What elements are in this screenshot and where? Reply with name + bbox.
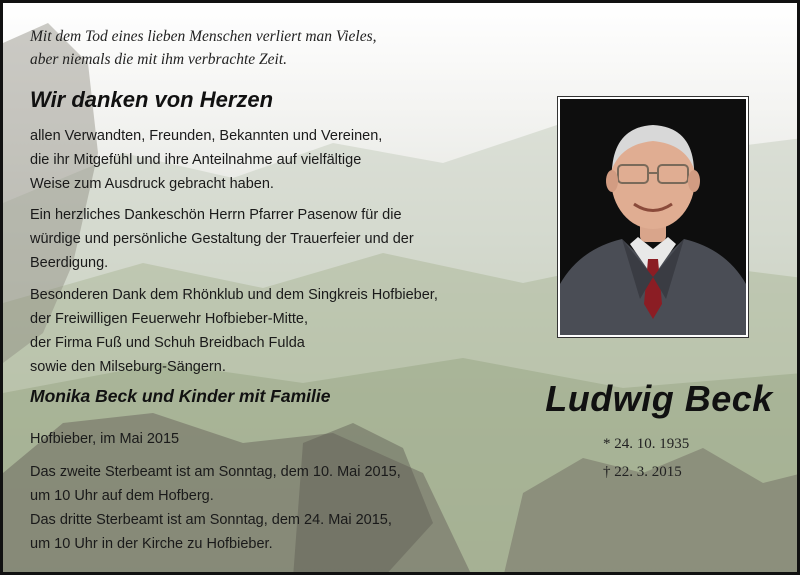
death-date: † 22. 3. 2015: [603, 464, 682, 480]
life-dates: [603, 430, 733, 486]
thanks-paragraph-clubs: [30, 283, 510, 379]
text-line: der Freiwilligen Feuerwehr Hofbieber-Mitte,: [30, 311, 309, 327]
thanks-paragraph-pastor: [30, 203, 510, 275]
quote-line: Mit dem Tod eines lieben Menschen verliert man Vieles,: [30, 28, 377, 45]
portrait-photo: [558, 97, 748, 337]
text-line: würdige und persönliche Gestaltung der Trauerfeier und der: [30, 231, 414, 247]
deceased-name: Ludwig Beck: [545, 378, 773, 419]
birth-date: * 24. 10. 1935: [603, 436, 690, 452]
text-line: der Firma Fuß und Schuh Breidbach Fulda: [30, 335, 305, 351]
quote-line: aber niemals die mit ihm verbrachte Zeit.: [30, 51, 287, 68]
text-line: die ihr Mitgefühl und ihre Anteilnahme auf vielfältige: [30, 152, 362, 168]
signed-by: Monika Beck und Kinder mit Familie: [30, 386, 331, 406]
text-line: Das zweite Sterbeamt ist am Sonntag, dem 10. Mai 2015,: [30, 464, 401, 480]
text-line: um 10 Uhr in der Kirche zu Hofbieber.: [30, 536, 273, 552]
text-line: Das dritte Sterbeamt ist am Sonntag, dem 24. Mai 2015,: [30, 512, 392, 528]
text-line: allen Verwandten, Freunden, Bekannten und Vereinen,: [30, 128, 383, 144]
text-line: um 10 Uhr auf dem Hofberg.: [30, 488, 214, 504]
memorial-quote: [30, 25, 450, 71]
text-line: Weise zum Ausdruck gebracht haben.: [30, 176, 274, 192]
text-content: [3, 3, 797, 572]
place-and-date: Hofbieber, im Mai 2015: [30, 431, 180, 447]
thanks-paragraph-relatives: [30, 124, 510, 196]
mass-notice-second: [30, 460, 490, 508]
thanks-heading: Wir danken von Herzen: [30, 87, 274, 112]
text-line: sowie den Milseburg-Sängern.: [30, 359, 226, 375]
portrait-illustration: [560, 99, 746, 335]
text-line: Beerdigung.: [30, 255, 109, 271]
text-line: Ein herzliches Dankeschön Herrn Pfarrer Pasenow für die: [30, 207, 402, 223]
memorial-masses: [30, 460, 490, 556]
mass-notice-third: [30, 508, 490, 556]
text-line: Besonderen Dank dem Rhönklub und dem Singkreis Hofbieber,: [30, 287, 438, 303]
